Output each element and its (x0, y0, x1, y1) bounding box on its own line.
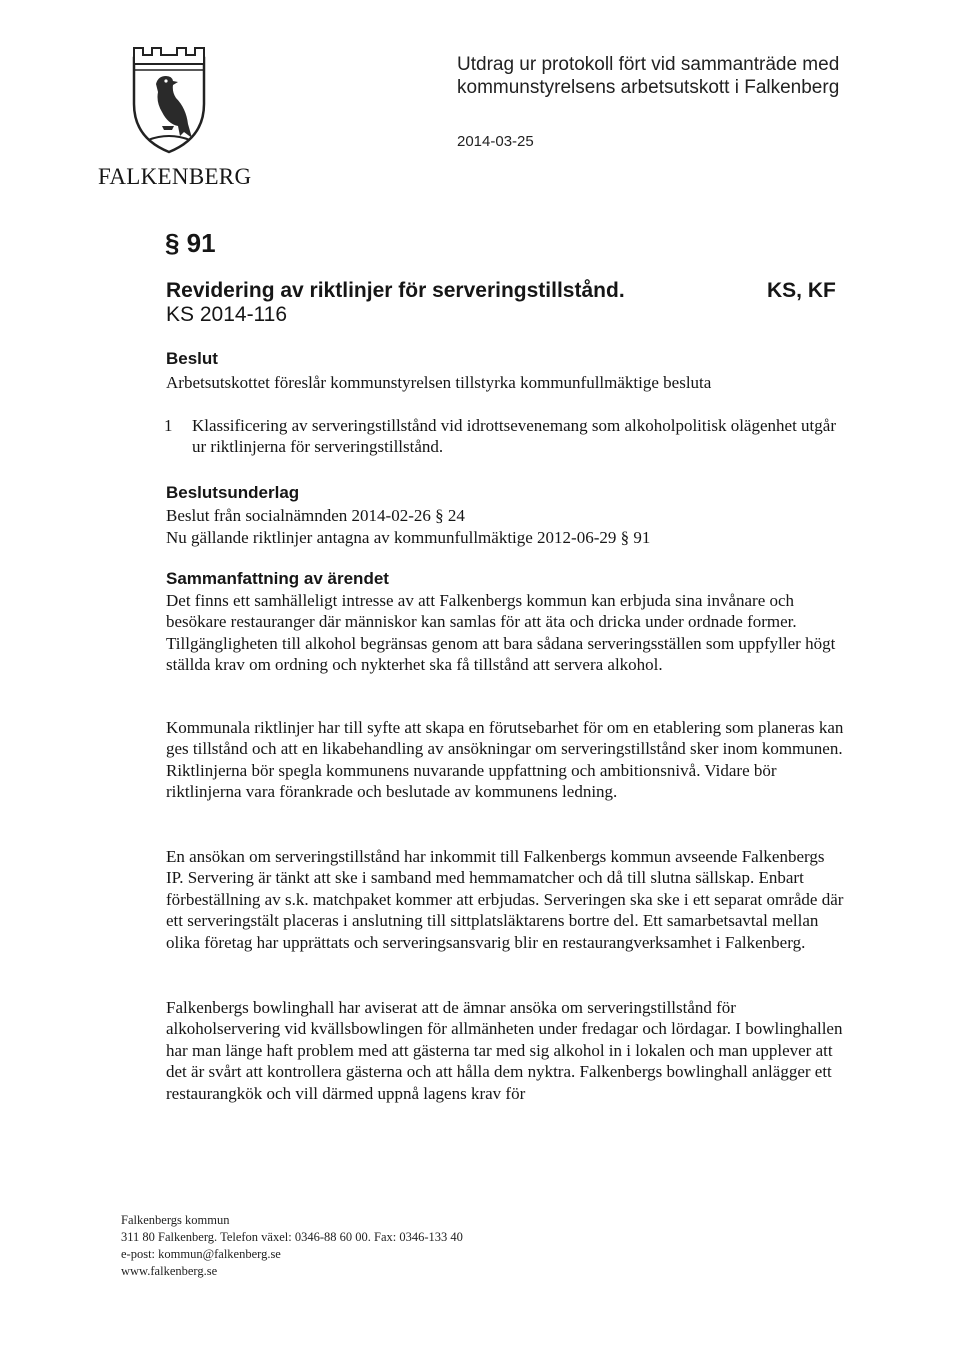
footer-email: e-post: kommun@falkenberg.se (121, 1247, 281, 1261)
routing-label: KS, KF (767, 279, 836, 302)
falkenberg-coat-of-arms-icon (128, 46, 210, 154)
summary-paragraph: En ansökan om serveringstillstånd har inkommit till Falkenbergs kommun avseende Falkenbergs IP. Servering är tänkt att ske i samband med hemmamatcher och då till slutna sällskap. Enbart förbeställning av s.k. matchpaket kommer att erbjudas. Serveringen ska ske i ett separat område där ett serveringstält placeras i anslutning till sittplatsläktarens bortre del. Ett samarbetsavtal mellan olika företag har upprättats och serveringsansvarig blir en restaurangverksamhet i Falkenberg. (166, 847, 844, 952)
decision-point-text: Klassificering av serveringstillstånd vid idrottsevenemang som alkoholpolitisk olägenhet utgår ur riktlinjerna för serveringstillstånd. (192, 416, 836, 457)
basis-item: Beslut från socialnämnden 2014-02-26 § 24 (166, 506, 465, 525)
summary-paragraph: Det finns ett samhälleligt intresse av att Falkenbergs kommun kan erbjuda sina invånare och besökare restauranger där människor kan samlas för att äta och dricka under ordnade former. Tillgängligheten till alkohol begränsas genom att bara sådana serveringsställen som uppfyller högt ställda krav om ordning och nykterhet ska få tillstånd att servera alkohol. (166, 591, 836, 675)
header-title-line-2: kommunstyrelsens arbetsutskott i Falkenberg (457, 77, 840, 98)
summary-paragraph: Kommunala riktlinjer har till syfte att skapa en förutsebarhet för om en etablering som planeras kan ges tillstånd och att en likabehandling av ansökningar om serveringstillstånd sker inom kommunen. Riktlinjerna bör spegla kommunens nuvarande uppfattning och ambitionsnivå. Vidare bör riktlinjerna vara förankrade och beslutade av kommunens ledning. (166, 718, 844, 802)
footer-organization: Falkenbergs kommun (121, 1213, 230, 1227)
paragraph-number: § 91 (165, 228, 216, 258)
decision-point-number: 1 (164, 416, 173, 435)
case-reference: KS 2014-116 (166, 303, 288, 326)
decision-point (166, 415, 846, 458)
basis-item: Nu gällande riktlinjer antagna av kommunfullmäktige 2012-06-29 § 91 (166, 528, 651, 547)
summary-heading: Sammanfattning av ärendet (166, 569, 389, 588)
basis-heading: Beslutsunderlag (166, 483, 300, 502)
footer-address: 311 80 Falkenberg. Telefon växel: 0346-88 60 00. Fax: 0346-133 40 (121, 1230, 463, 1244)
brand-name: FALKENBERG (98, 164, 252, 189)
decision-intro: Arbetsutskottet föreslår kommunstyrelsen tillstyrka kommunfullmäktige besluta (166, 373, 712, 392)
item-title: Revidering av riktlinjer för serveringstillstånd. (166, 279, 625, 302)
footer-website: www.falkenberg.se (121, 1264, 218, 1278)
meeting-date: 2014-03-25 (457, 133, 534, 150)
decision-heading: Beslut (166, 349, 218, 368)
header-title-line-1: Utdrag ur protokoll fört vid sammanträde med (457, 54, 840, 75)
summary-paragraph: Falkenbergs bowlinghall har aviserat att de ämnar ansöka om serveringstillstånd för alkoholservering vid kvällsbowlingen för allmänheten under fredagar och lördagar. I bowlinghallen har man länge haft problem med att gästerna tar med sig alkohol in i lokalen och man upplever att det är svårt att kontrollera gästerna och att hålla dem nyktra. Falkenbergs bowlinghall anlägger ett restaurangkök och vill därmed uppnå lagens krav för (166, 998, 843, 1103)
